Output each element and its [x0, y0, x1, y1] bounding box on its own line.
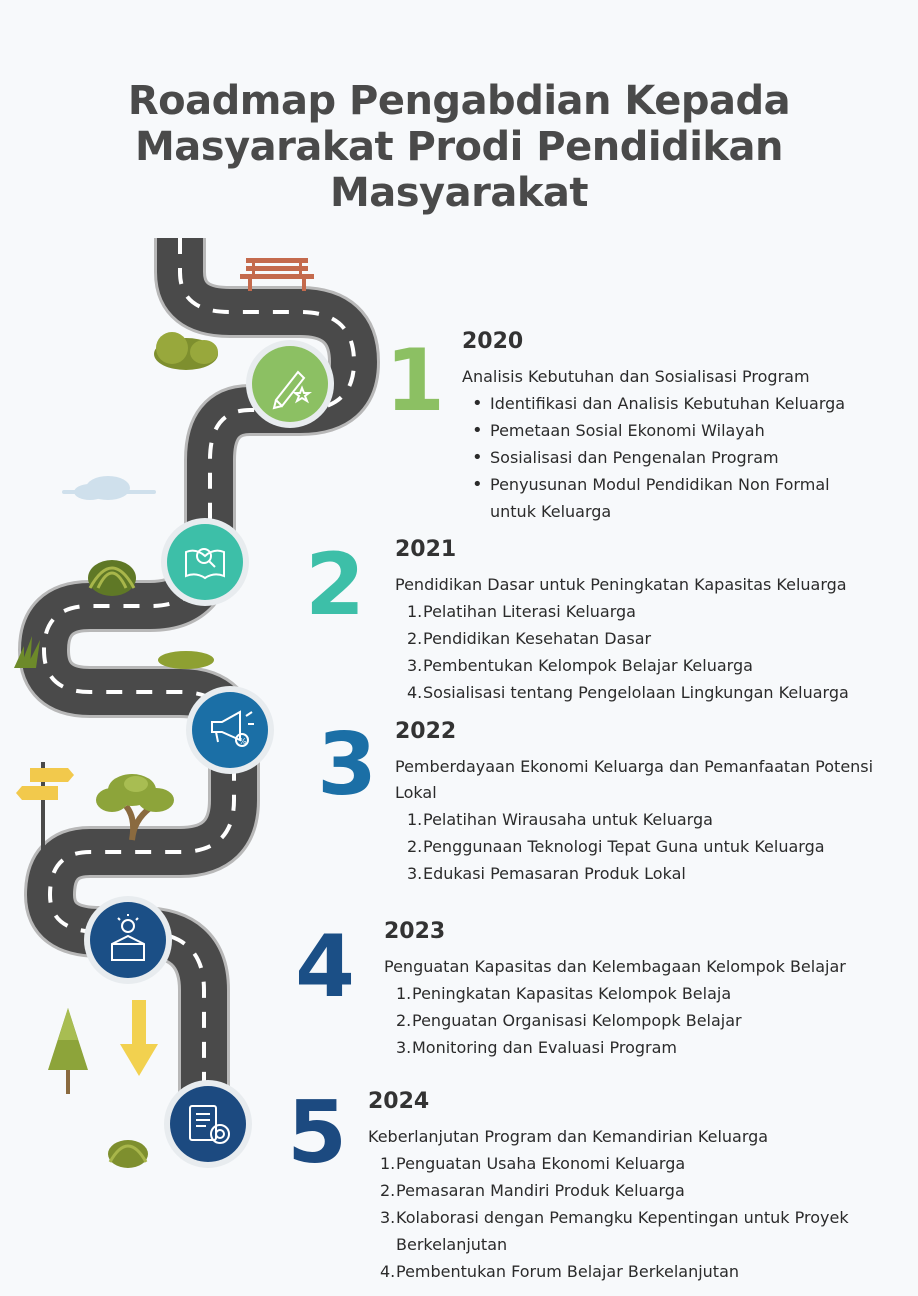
step-2-number: 2: [305, 535, 365, 635]
title-line-1: Roadmap Pengabdian Kepada: [127, 78, 791, 124]
step-items: [395, 598, 905, 706]
step-items: [368, 1150, 878, 1285]
bush-icon: [88, 560, 136, 596]
step-items: [395, 806, 895, 887]
list-item: 2. Penguatan Organisasi Kelompopk Belajar: [396, 1011, 742, 1030]
step-1: [462, 328, 902, 525]
step-year: 2023: [384, 919, 446, 944]
title-line-3: Masyarakat: [329, 170, 589, 216]
list-item: 3. Kolaborasi dengan Pemangku Kepentingan untuk Proyek Berkelanjutan: [380, 1208, 849, 1254]
arrow-down-icon: [120, 1000, 158, 1076]
step-5: [368, 1088, 878, 1285]
step-year: 2020: [462, 329, 524, 354]
step-4-number: 4: [295, 917, 355, 1017]
svg-text:%: %: [239, 737, 247, 746]
step-items: [384, 980, 894, 1061]
list-item: 3. Edukasi Pemasaran Produk Lokal: [407, 864, 686, 883]
list-item: 3. Pembentukan Kelompok Belajar Keluarga: [407, 656, 753, 675]
step-items: [462, 390, 902, 525]
step-2-circle: [161, 518, 249, 606]
step-4-circle: [84, 896, 172, 984]
step-year: 2021: [395, 537, 457, 562]
step-4: [384, 918, 894, 1061]
step-theme: Keberlanjutan Program dan Kemandirian Keluarga: [368, 1127, 769, 1146]
list-item: 1. Peningkatan Kapasitas Kelompok Belaja: [396, 984, 732, 1003]
list-item: 4. Sosialisasi tentang Pengelolaan Lingkungan Keluarga: [407, 683, 849, 702]
list-item: 4. Pembentukan Forum Belajar Berkelanjutan: [380, 1262, 740, 1281]
list-item: • Penyusunan Modul Pendidikan Non Formal untuk Keluarga: [462, 471, 860, 525]
step-3: [395, 718, 895, 887]
step-1-circle: [246, 340, 334, 428]
bush-icon: [158, 651, 214, 669]
step-theme: Pemberdayaan Ekonomi Keluarga dan Pemanfaatan Potensi Lokal: [395, 757, 874, 802]
list-item: 2. Pemasaran Mandiri Produk Keluarga: [380, 1181, 685, 1200]
step-5-number: 5: [287, 1083, 347, 1183]
step-5-circle: [164, 1080, 252, 1168]
list-item: 2. Penggunaan Teknologi Tepat Guna untuk Keluarga: [407, 837, 825, 856]
step-2: [395, 536, 905, 706]
list-item: 2. Pendidikan Kesehatan Dasar: [407, 629, 652, 648]
step-1-number: 1: [385, 331, 445, 431]
list-item: 1. Pelatihan Wirausaha untuk Keluarga: [407, 810, 713, 829]
title-line-2: Masyarakat Prodi Pendidikan: [134, 124, 783, 170]
list-item: 1. Pelatihan Literasi Keluarga: [407, 602, 636, 621]
list-item: 1. Penguatan Usaha Ekonomi Keluarga: [380, 1154, 686, 1173]
list-item: • Sosialisasi dan Pengenalan Program: [462, 444, 902, 471]
pine-tree-icon: [48, 1008, 88, 1094]
list-item: 3. Monitoring dan Evaluasi Program: [396, 1038, 677, 1057]
step-3-number: 3: [317, 715, 377, 815]
step-3-circle: [186, 686, 274, 774]
list-item: • Identifikasi dan Analisis Kebutuhan Keluarga: [462, 390, 902, 417]
list-item: • Pemetaan Sosial Ekonomi Wilayah: [462, 417, 902, 444]
step-theme: Pendidikan Dasar untuk Peningkatan Kapasitas Keluarga: [395, 575, 847, 594]
bush-icon: [154, 332, 218, 370]
step-year: 2024: [368, 1089, 430, 1114]
step-theme: Analisis Kebutuhan dan Sosialisasi Program: [462, 367, 810, 386]
step-theme: Penguatan Kapasitas dan Kelembagaan Kelompok Belajar: [384, 957, 846, 976]
step-year: 2022: [395, 719, 457, 744]
bush-icon: [108, 1140, 148, 1168]
cloud-icon: [62, 476, 156, 500]
